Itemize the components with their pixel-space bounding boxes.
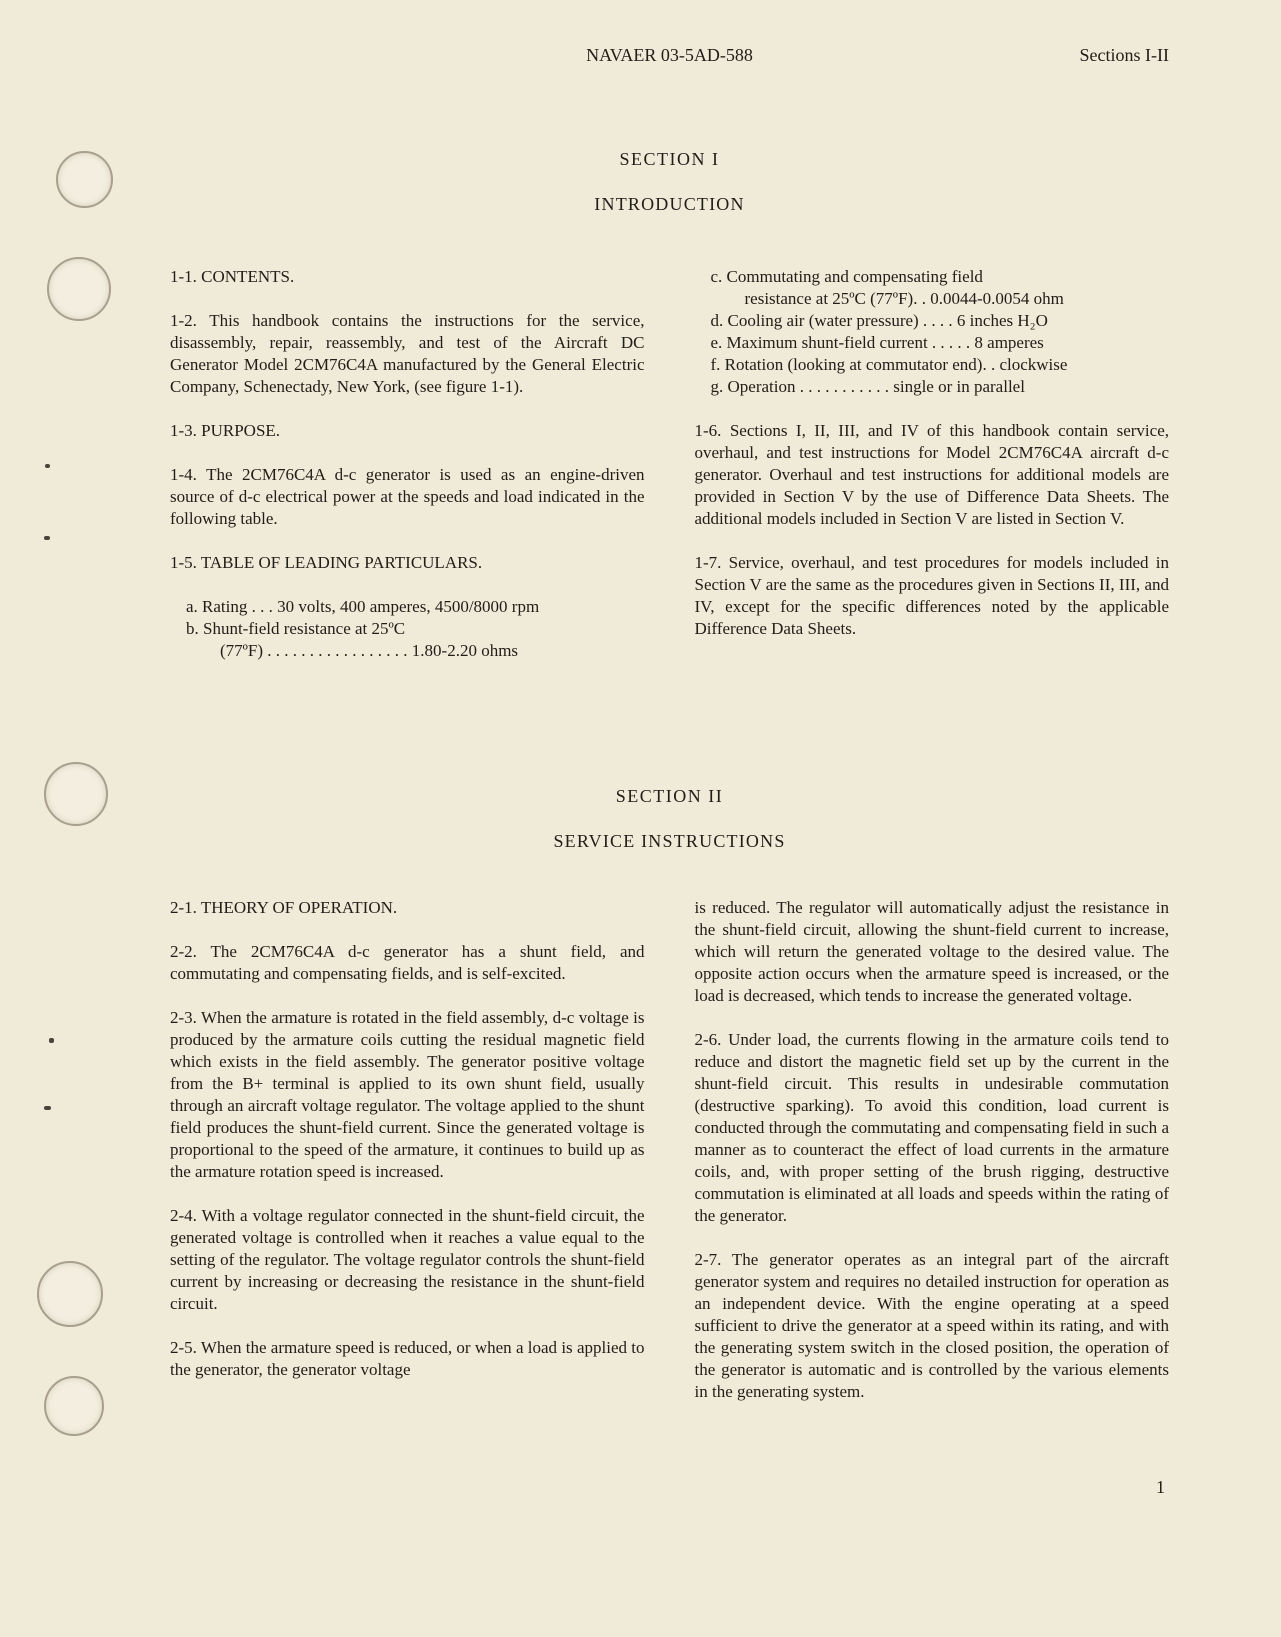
para-2-4: 2-4. With a voltage regulator connected in the shunt-field circuit, the generated voltage is controlled when it reaches a value equal to the setting of the regulator. The voltage regulator controls the shunt-field current by increasing or decreasing the resistance in the shunt-field circuit. <box>170 1206 645 1313</box>
section-1-title: SECTION I <box>619 149 720 169</box>
page-header <box>170 44 1169 66</box>
particular-e: e. Maximum shunt-field current . . . . . 8 amperes <box>710 333 1044 352</box>
scan-speck <box>44 1106 51 1110</box>
heading-2-1: 2-1. THEORY OF OPERATION. <box>170 898 398 917</box>
document-number: NAVAER 03-5AD-588 <box>586 45 753 65</box>
para-1-6: 1-6. Sections I, II, III, and IV of this handbook contain service, overhaul, and test instructions for Model 2CM76C4A aircraft d-c generator. Overhaul and test instructions for additional models are provided in Section V by the use of Difference Data Sheets. The additional models included in Section V are listed in Section V. <box>694 421 1169 528</box>
para-2-3: 2-3. When the armature is rotated in the field assembly, d-c voltage is produced by the armature coils cutting the residual magnetic field which exists in the field assembly. The generator positive voltage from the B+ terminal is applied to its own shunt field, usually through an aircraft voltage regulator. The voltage applied to the shunt field produces the shunt-field current. Since the generated voltage is proportional to the speed of the armature, it continues to build up as the armature rotation speed is increased. <box>170 1008 645 1181</box>
section-1-columns <box>170 266 1169 684</box>
para-1-7: 1-7. Service, overhaul, and test procedures for models included in Section V are the same as the procedures given in Sections II, III, and IV, except for the specific differences noted by the applicable Difference Data Sheets. <box>694 553 1169 638</box>
scan-speck <box>45 464 50 468</box>
particular-b-value: (77ºF) . . . . . . . . . . . . . . . . . 1.80-2.20 ohms <box>220 641 519 660</box>
section-2-columns <box>170 897 1169 1425</box>
particular-g: g. Operation . . . . . . . . . . . single or in parallel <box>710 377 1025 396</box>
section-1-right-column <box>695 266 1170 684</box>
para-1-4: 1-4. The 2CM76C4A d-c generator is used as an engine-driven source of d-c electrical power at the speeds and load indicated in the following table. <box>170 465 645 528</box>
section-1-heading <box>170 148 1169 215</box>
scan-speck <box>44 536 50 540</box>
leading-particulars-right <box>695 266 1170 398</box>
scan-speck <box>49 1038 54 1043</box>
particular-c-value: resistance at 25ºC (77ºF). . 0.0044-0.0054 ohm <box>744 289 1064 308</box>
particular-d: d. Cooling air (water pressure) . . . . 6 inches H₂O <box>710 311 1048 330</box>
punch-hole-icon <box>44 762 108 826</box>
section-2-title: SECTION II <box>615 786 724 806</box>
particular-a: a. Rating . . . 30 volts, 400 amperes, 4500/8000 rpm <box>186 597 540 616</box>
particular-f: f. Rotation (looking at commutator end). . clockwise <box>710 355 1068 374</box>
para-2-5-continued: is reduced. The regulator will automatically adjust the resistance in the shunt-field circuit, allowing the shunt-field current to increase, which will return the generated voltage to the desired value. The opposite action occurs when the armature speed is increased, or the load is decreased, which tends to increase the generated voltage. <box>694 898 1169 1005</box>
para-2-2: 2-2. The 2CM76C4A d-c generator has a shunt field, and commutating and compensating fields, and is self-excited. <box>170 942 645 983</box>
para-2-5: 2-5. When the armature speed is reduced, or when a load is applied to the generator, the generator voltage <box>170 1338 645 1379</box>
section-1-subtitle: INTRODUCTION <box>594 194 745 214</box>
heading-1-5: 1-5. TABLE OF LEADING PARTICULARS. <box>170 553 483 572</box>
para-1-2: 1-2. This handbook contains the instructions for the service, disassembly, repair, reassembly, and test of the Aircraft DC Generator Model 2CM76C4A manufactured by the General Electric Company, Schenectady, New York, (see figure 1-1). <box>170 311 645 396</box>
page-number: 1 <box>1156 1477 1165 1497</box>
punch-hole-icon <box>44 1376 104 1436</box>
section-2-subtitle: SERVICE INSTRUCTIONS <box>553 831 786 851</box>
header-sections-label: Sections I-II <box>1079 45 1169 65</box>
para-2-7: 2-7. The generator operates as an integral part of the aircraft generator system and requires no detailed instruction for operation as an independent device. With the engine operating at a speed sufficient to drive the generator at a speed within its rating, and with the generating system switch in the closed position, the operation of the generator is automatic and is controlled by the various elements in the generating system. <box>694 1250 1169 1401</box>
punch-hole-icon <box>37 1261 103 1327</box>
punch-hole-icon <box>56 151 113 208</box>
heading-1-3: 1-3. PURPOSE. <box>170 421 281 440</box>
particular-b: b. Shunt-field resistance at 25ºC <box>186 619 406 638</box>
punch-hole-icon <box>47 257 111 321</box>
particular-c: c. Commutating and compensating field <box>710 267 983 286</box>
leading-particulars-left <box>170 596 645 662</box>
para-2-6: 2-6. Under load, the currents flowing in the armature coils tend to reduce and distort the magnetic field set up by the current in the shunt-field circuit. This results in undesirable commutation (destructive sparking). To avoid this condition, load current is conducted through the commutating and compensating field in such a manner as to counteract the effect of load currents in the armature coils, and, with proper setting of the brush rigging, destructive commutation is eliminated at all loads and speeds within the rating of the generator. <box>694 1030 1169 1225</box>
section-2-heading <box>170 785 1169 852</box>
section-1-left-column <box>170 266 645 684</box>
heading-1-1: 1-1. CONTENTS. <box>170 267 295 286</box>
section-2-left-column <box>170 897 645 1425</box>
section-2-right-column <box>695 897 1170 1425</box>
